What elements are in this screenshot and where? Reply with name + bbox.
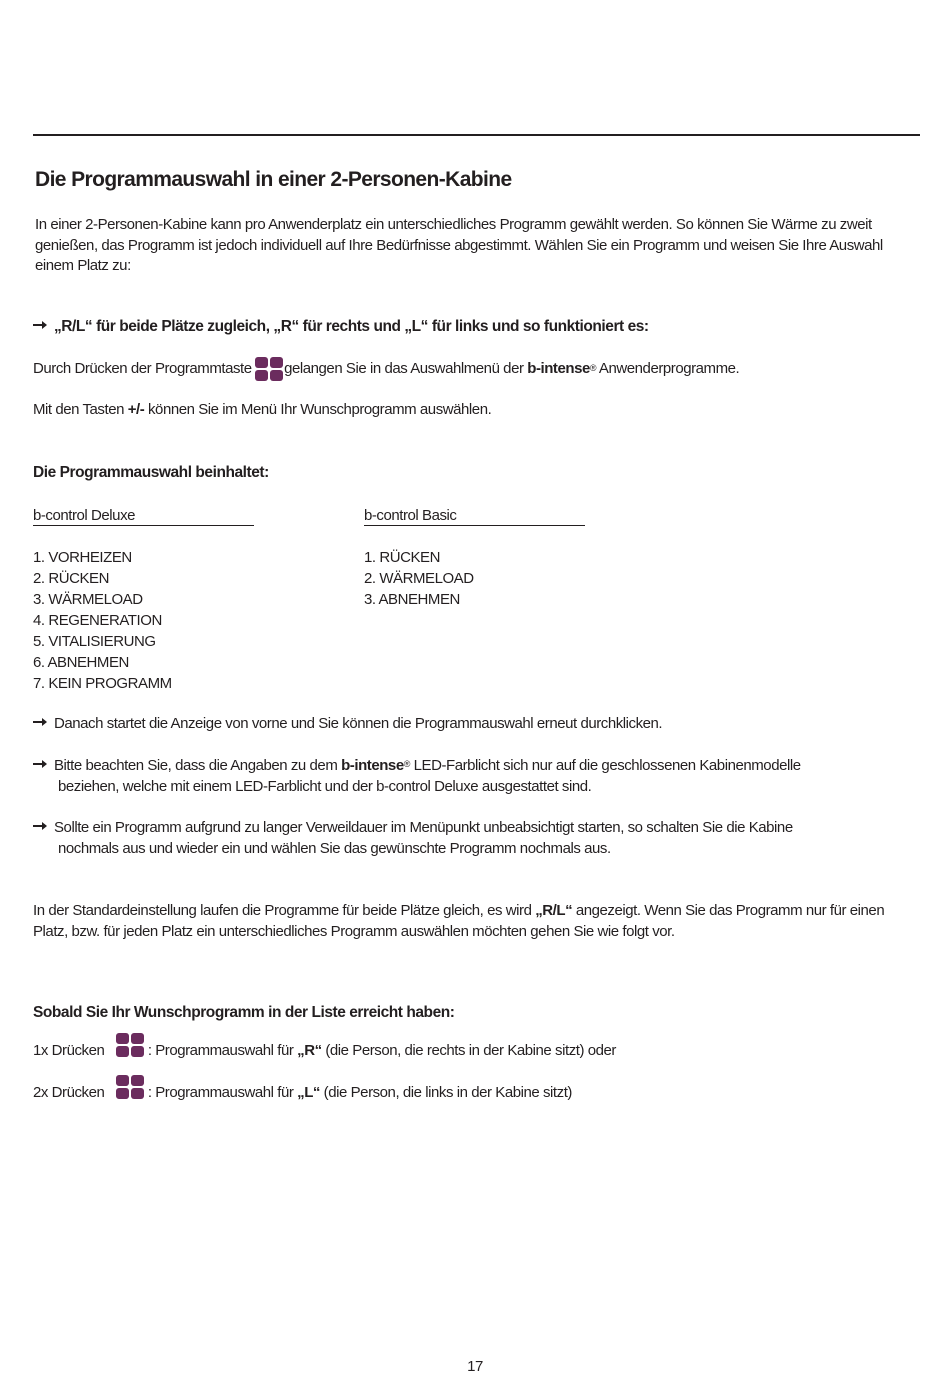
standard-text: In der Standardeinstellung laufen die Programme für beide Plätze gleich, es wird [33,902,532,919]
rl-indicator: „R/L“ [535,902,573,919]
press-text: (die Person, die links in der Kabine sitzt) [319,1084,572,1101]
arrow-icon [33,324,44,326]
press-text: (die Person, die rechts in der Kabine sitzt) oder [321,1042,616,1059]
arrow-icon [33,825,44,827]
intro-line: einem Platz zu: [35,257,131,274]
arrow-icon [33,721,44,723]
list-item: 6. ABNEHMEN [33,654,129,671]
press-twice-line [33,1079,572,1107]
list-item: 1. RÜCKEN [364,549,440,566]
list-item: 5. VITALISIERUNG [33,633,156,650]
keys-line [33,401,491,418]
keys-line-text: können Sie im Menü Ihr Wunschprogramm auswählen. [144,401,492,418]
list-item: 7. KEIN PROGRAMM [33,675,172,692]
top-rule [33,134,920,136]
brand-name: b-intense [341,757,404,774]
intro-line: genießen, das Programm ist jedoch individuell auf Ihre Bedürfnisse abgestimmt. Wählen Sie ein Programm und weisen Sie Ihre Auswahl [35,236,883,254]
press-once-line [33,1037,616,1065]
note-text: nochmals aus und wieder ein und wählen Sie das gewünschte Programm nochmals aus. [58,840,611,857]
keys-line-text: Mit den Tasten [33,401,124,418]
note-text: Sollte ein Programm aufgrund zu langer Verweildauer im Menüpunkt unbeabsichtigt starten, so schalten Sie die Kabine [54,819,793,836]
press-program-line [33,355,739,383]
right-seat-indicator: „R“ [297,1042,322,1059]
left-seat-indicator: „L“ [297,1084,320,1101]
rl-heading [33,318,649,336]
note-text: Danach startet die Anzeige von vorne und Sie können die Programmauswahl erneut durchklicken. [54,715,663,732]
note-text: LED-Farblicht sich nur auf die geschlossenen Kabinenmodelle [409,757,801,774]
deluxe-program-list [33,547,172,694]
press-count-label: 2x Drücken [33,1084,105,1101]
note-text: beziehen, welche mit einem LED-Farblicht und der b-control Deluxe ausgestattet sind. [58,778,592,795]
arrow-icon [33,763,44,765]
deluxe-column-title: b-control Deluxe [33,507,254,526]
list-item: 1. VORHEIZEN [33,549,132,566]
note-restart [33,713,662,734]
list-item: 4. REGENERATION [33,612,162,629]
press-line-text: gelangen Sie in das Auswahlmenü der [284,360,524,377]
plus-minus-keys: +/- [127,401,145,418]
list-item: 3. WÄRMELOAD [33,591,143,608]
press-count-label: 1x Drücken [33,1042,105,1059]
reached-heading: Sobald Sie Ihr Wunschprogramm in der Liste erreicht haben: [33,1004,455,1021]
program-button-icon [255,357,283,381]
intro-line: In einer 2-Personen-Kabine kann pro Anwenderplatz ein unterschiedliches Programm gewählt werden. So können Sie Wärme zu zweit [35,216,872,233]
press-text: : Programmauswahl für [147,1084,294,1101]
standard-text: Platz, bzw. für jeden Platz ein unterschiedliches Programm auswählen möchten gehen Sie wie folgt vor. [33,923,675,940]
standard-text: angezeigt. Wenn Sie das Programm nur für einen [572,902,885,919]
program-button-icon [116,1033,144,1057]
programs-heading: Die Programmauswahl beinhaltet: [33,464,269,481]
registered-mark: ® [589,363,597,373]
standard-setting-paragraph [33,900,884,942]
press-text: : Programmauswahl für [147,1042,294,1059]
list-item: 3. ABNEHMEN [364,591,460,608]
basic-column-title: b-control Basic [364,507,585,526]
page-title: Die Programmauswahl in einer 2-Personen-Kabine [35,168,512,191]
rl-heading-text: „R/L“ für beide Plätze zugleich, „R“ für rechts und „L“ für links und so funktioniert es: [54,318,649,335]
basic-program-list [364,547,474,610]
press-line-text: Anwenderprogramme. [596,360,740,377]
page-number: 17 [467,1358,483,1375]
note-restart-cabin [33,817,793,859]
note-led [33,755,801,797]
list-item: 2. WÄRMELOAD [364,570,474,587]
program-button-icon [116,1075,144,1099]
registered-mark: ® [403,759,410,769]
intro-paragraph [35,215,895,277]
note-text: Bitte beachten Sie, dass die Angaben zu dem [54,757,338,774]
list-item: 2. RÜCKEN [33,570,109,587]
brand-name: b-intense [527,360,590,377]
press-line-text: Durch Drücken der Programmtaste [33,360,252,377]
